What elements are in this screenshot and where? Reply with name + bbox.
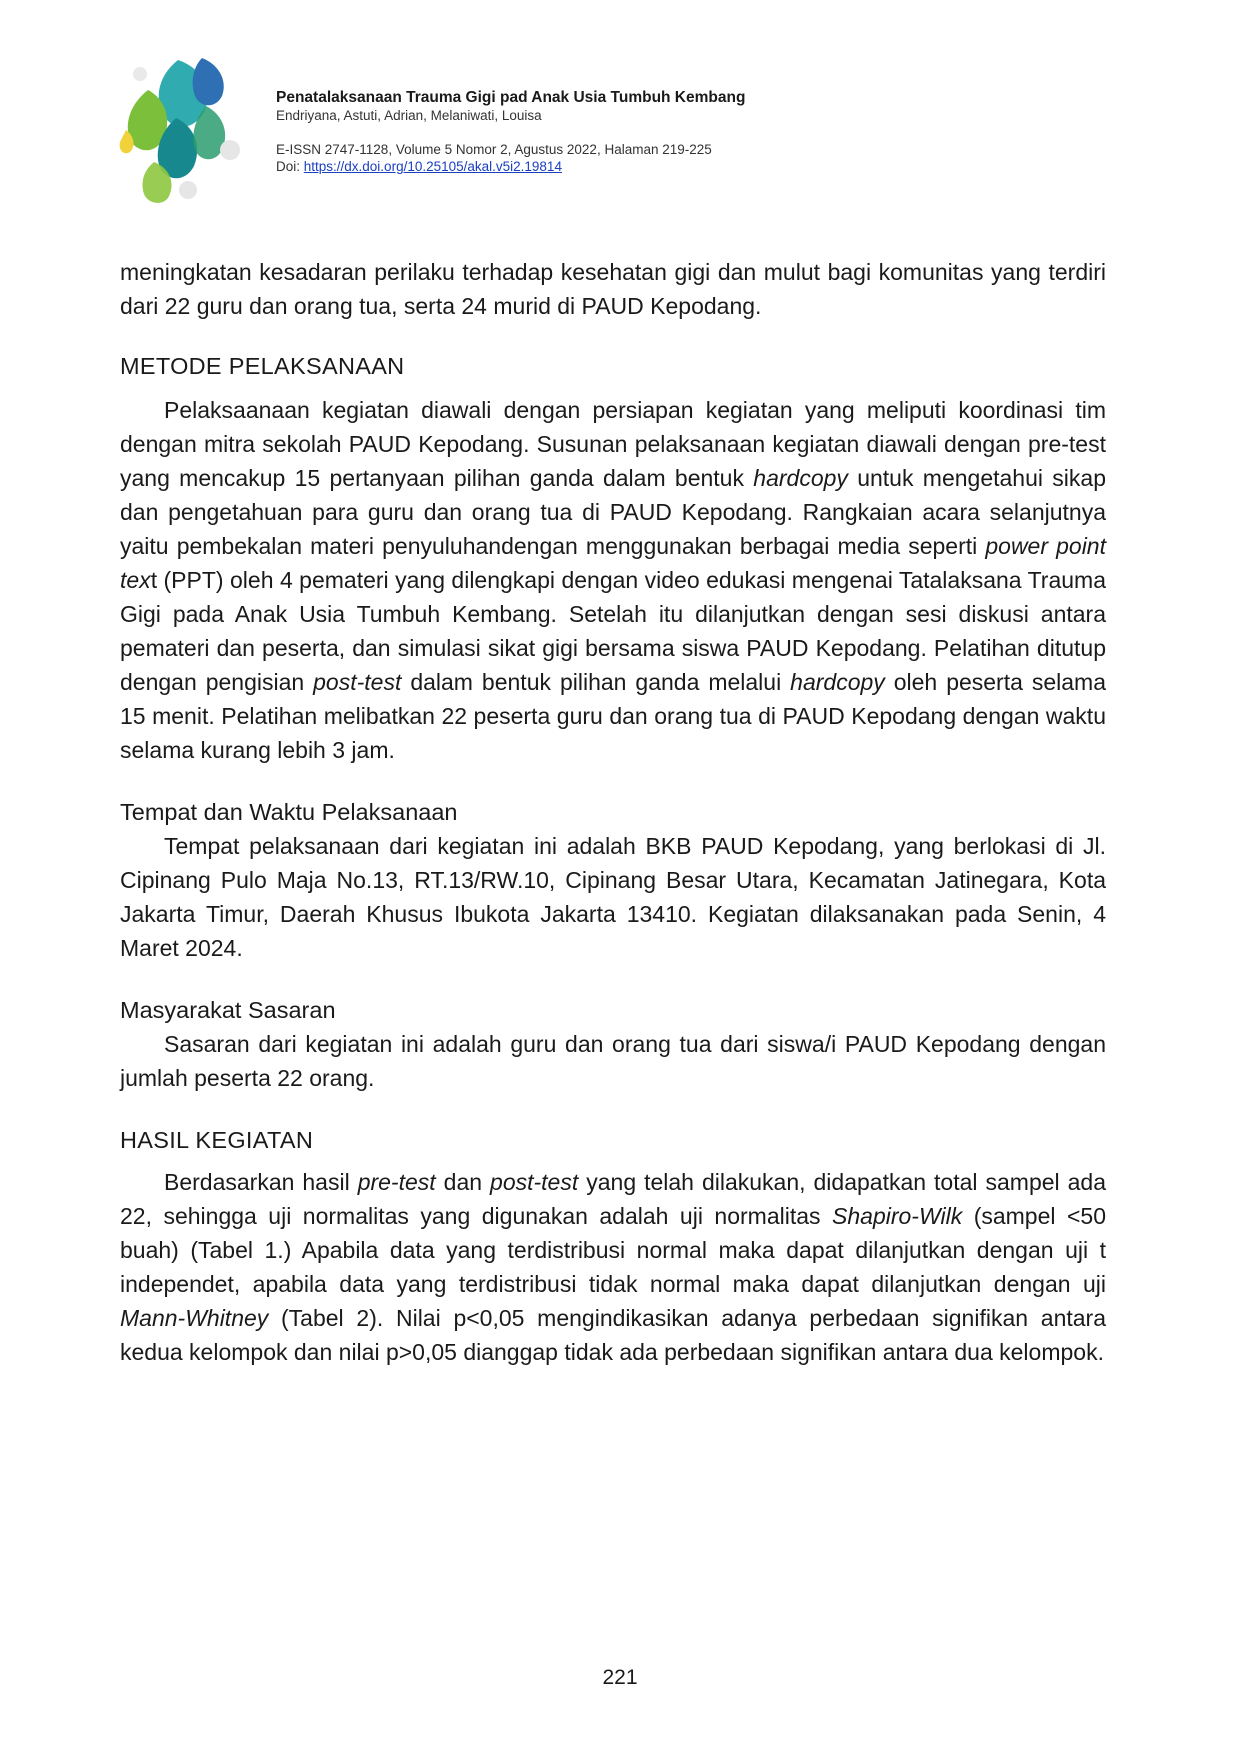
header-issn: E-ISSN 2747-1128, Volume 5 Nomor 2, Agustus 2022, Halaman 219-225 [276,142,712,157]
sasaran-paragraph: Sasaran dari kegiatan ini adalah guru dan orang tua dari siswa/i PAUD Kepodang dengan jumlah peserta 22 orang. [120,1031,1106,1091]
article-body [120,255,1106,1369]
doi-link[interactable]: https://dx.doi.org/10.25105/akal.v5i2.19814 [303,159,562,174]
section-heading-metode: METODE PELAKSANAAN [120,353,405,379]
tempat-paragraph: Tempat pelaksanaan dari kegiatan ini adalah BKB PAUD Kepodang, yang berlokasi di Jl. Cipinang Pulo Maja No.13, RT.13/RW.10, Cipinang Besar Utara, Kecamatan Jatinegara, Kota Jakarta Timur, Daerah Khusus Ibukota Jakarta 13410. Kegiatan dilaksanakan pada Senin, 4 Maret 2024. [120,833,1106,961]
page-number: 221 [602,1666,638,1689]
journal-logo [118,54,248,204]
section-heading-hasil: HASIL KEGIATAN [120,1127,314,1153]
doi-label: Doi: [276,159,304,174]
metode-paragraph: Pelaksaanaan kegiatan diawali dengan persiapan kegiatan yang meliputi koordinasi tim dengan mitra sekolah PAUD Kepodang. Susunan pelaksanaan kegiatan diawali dengan pre-test yang mencakup 15 pertanyaan pilihan ganda dalam bentuk hardcopy untuk mengetahui sikap dan pengetahuan para guru dan orang tua di PAUD Kepodang. Rangkaian acara selanjutnya yaitu pembekalan materi penyuluhandengan menggunakan berbagai media seperti power point text (PPT) oleh 4 pemateri yang dilengkapi dengan video edukasi mengenai Tatalaksana Trauma Gigi pada Anak Usia Tumbuh Kembang. Setelah itu dilanjutkan dengan sesi diskusi antara pemateri dan peserta, dan simulasi sikat gigi bersama siswa PAUD Kepodang. Pelatihan ditutup dengan pengisian post-test dalam bentuk pilihan ganda melalui hardcopy oleh peserta selama 15 menit. Pelatihan melibatkan 22 peserta guru dan orang tua di PAUD Kepodang dengan waktu selama kurang lebih 3 jam. [120,397,1107,763]
hasil-paragraph: Berdasarkan hasil pre-test dan post-test yang telah dilakukan, didapatkan total sampel ada 22, sehingga uji normalitas yang digunakan adalah uji normalitas Shapiro-Wilk (sampel <50 buah) (Tabel 1.) Apabila data yang terdistribusi normal maka dapat dilanjutkan dengan uji t independet, apabila data yang terdistribusi tidak normal maka dapat dilanjutkan dengan uji Mann-Whitney (Tabel 2). Nilai p<0,05 mengindikasikan adanya perbedaan signifikan antara kedua kelompok dan nilai p>0,05 dianggap tidak ada perbedaan signifikan antara dua kelompok. [120,1169,1106,1365]
running-header [276,88,976,175]
header-doi [276,158,976,175]
subheading-sasaran: Masyarakat Sasaran [120,997,336,1023]
intro-paragraph: meningkatan kesadaran perilaku terhadap kesehatan gigi dan mulut bagi komunitas yang terdiri dari 22 guru dan orang tua, serta 24 murid di PAUD Kepodang. [120,259,1106,319]
subheading-tempat: Tempat dan Waktu Pelaksanaan [120,799,458,825]
header-title: Penatalaksanaan Trauma Gigi pad Anak Usia Tumbuh Kembang [276,89,746,106]
header-authors: Endriyana, Astuti, Adrian, Melaniwati, Louisa [276,108,542,123]
